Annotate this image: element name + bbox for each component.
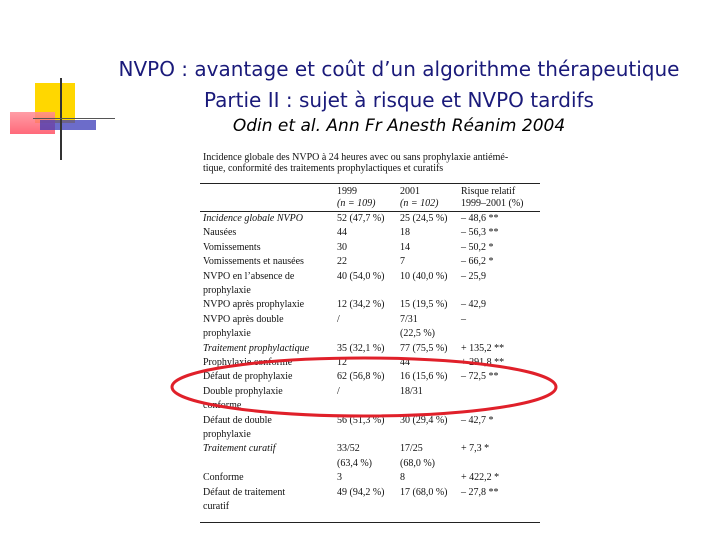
value-2001: 17 (68,0 %) (400, 486, 448, 498)
table-row (200, 256, 545, 268)
row-label: NVPO en l’absence de (203, 270, 295, 282)
header-risk: Risque relatif (461, 186, 516, 197)
table-row (200, 501, 545, 513)
value-1999: 44 (337, 227, 347, 239)
row-label: Traitement curatif (203, 443, 276, 455)
value-1999: 62 (56,8 %) (337, 371, 385, 383)
table-row (200, 285, 545, 297)
value-2001: 14 (400, 241, 410, 253)
relative-risk: – 48,6 ** (461, 213, 499, 224)
row-label: Traitement prophylactique (203, 342, 310, 354)
relative-risk: – 25,9 (461, 270, 486, 282)
row-label: Nausées (203, 227, 237, 239)
relative-risk: + 135,2 ** (461, 342, 505, 354)
value-2001: 18 (400, 227, 410, 239)
table-row (200, 443, 545, 455)
header-risk-period: 1999–2001 (%) (461, 198, 524, 209)
relative-risk: + 422,2 * (461, 472, 500, 484)
table-header-row (200, 186, 545, 198)
value-1999: 52 (47,7 %) (337, 213, 385, 224)
slide-title-line1: NVPO : avantage et coût d’un algorithme thérapeutique (118, 57, 680, 81)
value-1999: / (337, 385, 340, 397)
value-1999: 35 (32,1 %) (337, 342, 385, 354)
value-2001: 17/25 (400, 443, 423, 455)
value-2001: 25 (24,5 %) (400, 213, 448, 224)
value-1999: (63,4 %) (337, 457, 372, 469)
value-1999: 56 (51,3 %) (337, 414, 385, 426)
row-label: prophylaxie (203, 285, 251, 296)
value-1999: 22 (337, 256, 347, 268)
value-2001: 18/31 (400, 385, 423, 397)
row-label: Incidence globale NVPO (203, 213, 303, 224)
row-label: conforme (203, 400, 242, 412)
table-row (200, 213, 545, 225)
table-row (200, 271, 545, 283)
table-caption-line1: Incidence globale des NVPO à 24 heures avec ou sans prophylaxie antiémé- (203, 152, 509, 163)
value-1999: / (337, 313, 340, 325)
row-label: curatif (203, 501, 230, 512)
table-row (200, 458, 545, 470)
relative-risk: – 27,8 ** (461, 486, 499, 498)
value-2001: 8 (400, 472, 405, 484)
header-year-1999: 1999 (337, 186, 357, 197)
value-1999: 30 (337, 241, 347, 253)
relative-risk: + 291,8 ** (461, 357, 505, 368)
value-2001: (68,0 %) (400, 457, 435, 469)
table-row (200, 314, 545, 326)
table-row (200, 227, 545, 239)
relative-risk: – 56,3 ** (461, 227, 499, 239)
table-row (200, 472, 545, 484)
relative-risk: – 42,9 (461, 299, 486, 311)
row-label: NVPO après double (203, 313, 284, 325)
value-2001: (22,5 %) (400, 328, 435, 340)
relative-risk: – 72,5 ** (461, 371, 499, 383)
table-header-row (200, 198, 545, 210)
value-2001: 7 (400, 256, 405, 268)
table-row (200, 242, 545, 254)
slide-citation: Odin et al. Ann Fr Anesth Réanim 2004 (232, 116, 566, 136)
value-2001: 15 (19,5 %) (400, 299, 448, 311)
table-caption-line2: tique, conformité des traitements prophylactiques et curatifs (203, 163, 444, 174)
row-label: Prophylaxie conforme (203, 357, 293, 368)
relative-risk: – 66,2 * (461, 256, 494, 268)
table-rule-header (200, 211, 540, 212)
row-label: Défaut de prophylaxie (203, 371, 293, 383)
row-label: prophylaxie (203, 328, 251, 340)
value-1999: 12 (34,2 %) (337, 299, 385, 311)
row-label: Conforme (203, 472, 244, 484)
value-2001: 30 (29,4 %) (400, 414, 448, 426)
row-label: Défaut de traitement (203, 486, 286, 498)
value-2001: 16 (15,6 %) (400, 371, 448, 383)
value-1999: 3 (337, 472, 342, 484)
results-table (200, 152, 545, 524)
slide-title-line2: Partie II : sujet à risque et NVPO tardifs (204, 88, 594, 112)
value-2001: 44 (400, 357, 410, 368)
header-n-2001: (n = 102) (400, 198, 439, 209)
relative-risk: – (461, 313, 466, 325)
value-2001: 10 (40,0 %) (400, 270, 448, 282)
header-n-1999: (n = 109) (337, 198, 376, 209)
table-row (200, 429, 545, 441)
value-2001: 77 (75,5 %) (400, 342, 448, 354)
relative-risk: + 7,3 * (461, 443, 490, 455)
value-2001: 7/31 (400, 313, 418, 325)
row-label: Défaut de double (203, 414, 272, 426)
table-row (200, 487, 545, 499)
table-rule-bottom (200, 522, 540, 523)
value-1999: 12 (337, 357, 347, 368)
table-row (200, 328, 545, 340)
row-label: prophylaxie (203, 429, 251, 440)
row-label: Vomissements et nausées (203, 256, 304, 268)
relative-risk: – 42,7 * (461, 414, 494, 426)
value-1999: 40 (54,0 %) (337, 270, 385, 282)
value-1999: 33/52 (337, 443, 360, 455)
table-rule-top (200, 183, 540, 184)
row-label: Vomissements (203, 241, 261, 253)
table-row (200, 299, 545, 311)
header-year-2001: 2001 (400, 186, 420, 197)
row-label: Double prophylaxie (203, 385, 283, 397)
row-label: NVPO après prophylaxie (203, 299, 305, 311)
highlight-ellipse (164, 352, 564, 422)
value-1999: 49 (94,2 %) (337, 486, 385, 498)
relative-risk: – 50,2 * (461, 241, 494, 253)
